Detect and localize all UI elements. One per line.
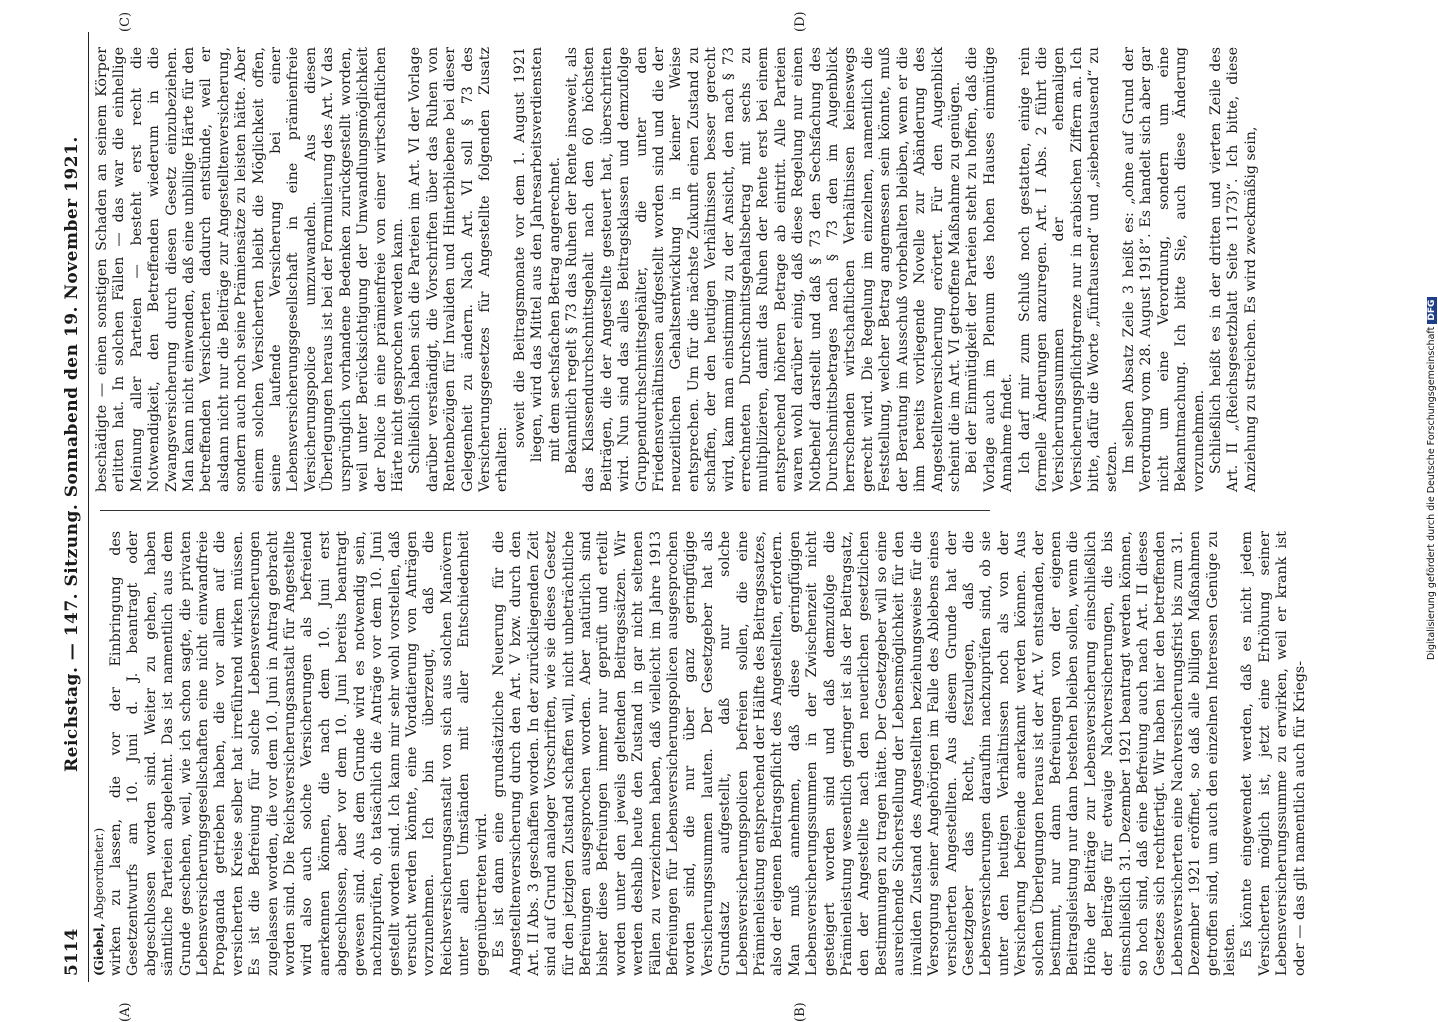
right-paragraph: beschädigte — einen sonstigen Schaden an seinem Körper erlitten hat. In solchen Fällen — das war die einhellige Meinung aller Parteien — besteht erst recht die Notwendigkeit, den Betreffenden wiederum in die Zwangsversicherung durch diesen Gesetz einzubeziehen. Man kann nicht einwenden, daß eine unbillige Härte für den betreffenden Versicherten dadurch entstünde, weil er alsdann nicht nur die Beiträge zur Angestelltenversicherung, sondern auch noch seine Prämiensätze zu leisten hätte. Aber einem solchen Versicherten bleibt die Möglichkeit offen, seine laufende Versicherung bei einer Lebensversicherungsgesellschaft in eine prämienfreie Versicherungspolice umzuwandeln. Aus diesen Überlegungen heraus ist bei der Formulierung des Art. V das ursprünglich vorhandene Bedenken zurückgestellt worden, weil unter Berücksichtigung der Umwandlungsmöglichkeit der Police in eine prämienfreie von einer wirtschaftlichen Härte nicht gesprochen werden kann. (94, 47, 406, 492)
right-paragraph: Schließlich heißt es in der dritten und vierten Zeile des Art. II „(Reichsgesetzblatt Seite 1173)“. Ich bitte, diese Anziehung zu streichen. Es wird zweckmäßig sein, (1208, 47, 1259, 492)
dfg-logo: DFG (1427, 297, 1437, 324)
left-paragraph: wirken zu lassen, die vor der Einbringung des Gesetzentwurfs am 10. Juni d. J. beantragt oder abgeschlossen worden sind. Weiter zu gehen, haben sämtliche Parteien abgelehnt. Das ist namentlich aus dem Grunde geschehen, weil, wie ich schon sagte, die privaten Lebensversicherungsgesellschaften eine nicht einwandfreie Propaganda getrieben haben, die vor allem auf die versicherten Kreise selber hat irreführend wirken müssen. Es ist die Befreiung für solche Lebensversicherungen zugelassen worden, die vor dem 10. Juni in Antrag gebracht worden sind. Die Reichsversicherungsanstalt für Angestellte wird also auch solche Versicherungen als befreiend anerkennen können, die nach dem 10. Juni erst abgeschlossen, aber vor dem 10. Juni bereits beantragt gewesen sind. Aus dem Grunde wird es notwendig sein, nachzuprüfen, ob tatsächlich die Anträge vor dem 10. Juni gestellt worden sind. Ich kann mir sehr wohl vorstellen, daß versucht werden könnte, eine Vordatierung von Anträgen vorzunehmen. Ich bin überzeugt, daß die Reichsversicherungsanstalt von sich aus solchen Manövern unter allen Umständen mit aller Entschiedenheit gegenübertreten wird. (108, 531, 490, 976)
left-paragraph: Es könnte eingewendet werden, daß es nicht jedem Versicherten möglich ist, jetzt eine Erhöhung seiner Lebensversicherungssumme zu erwirken, weil er krank ist oder — das gilt namentlich auch für Kriegs- (1239, 531, 1308, 976)
funding-note (1426, 10, 1438, 990)
right-paragraph: Ich darf mir zum Schluß noch gestatten, einige rein formelle Änderungen anzuregen. Art. I Abs. 2 führt die Versicherungssummen der ehemaligen Versicherungspflichtgrenze nur in arabischen Ziffern an. Ich bitte, dafür die Worte „fünftausend“ und „siebentausend“ zu setzen. (1016, 47, 1120, 492)
page-title: Reichstag. — 147. Sitzung. Sonnabend den 19. November 1921. (62, 136, 82, 772)
speaker-attribution (92, 828, 106, 976)
column-divider (100, 510, 990, 511)
margin-marker-d: (D) (793, 11, 808, 32)
right-paragraph: Bekanntlich regelt § 73 das Ruhen der Rente insoweit, als das Klassendurchschnittsgehalt nach den 60 höchsten Beiträgen, die der Angestellte gesteuert hat, überschritten wird. Nun sind das alles Beitragsklassen und demzufolge Gruppendurchschnittsgehälter, die unter den Friedensverhältnissen aufgestellt worden sind und die der neuzeitlichen Gehaltsentwicklung in keiner Weise entsprechen. Um für die nächste Zukunft einen Zustand zu schaffen, der den heutigen Verhältnissen besser gerecht wird, kam man einstimmig zu der Ansicht, den nach § 73 errechneten Durchschnittsgehaltsbetrag mit sechs zu multiplizieren, damit das Ruhen der Rente erst bei einem entsprechend höheren Betrage ab eintritt. Alle Parteien waren wohl darüber einig, daß diese Regelung nur einen Notbehelf darstellt und daß § 73 den Sechsfachung des Durchschnittsbetrages nach § 73 den im Augenblick herrschenden wirtschaftlichen Verhältnissen keineswegs gerecht wird. Die Regelung im einzelnen, namentlich die Feststellung, welcher Betrag angemessen sein könnte, muß der Beratung im Ausschuß vorbehalten bleiben, wenn er die ihm bereits vorliegende Novelle zur Abänderung des Angestelltenversicherung erörtert. Für den Augenblick scheint die im Art. VI getroffene Maßnahme zu genügen. (563, 47, 963, 492)
margin-marker-a: (A) (118, 1002, 133, 1022)
left-column (108, 531, 1308, 976)
page-header (58, 32, 89, 982)
right-column (94, 47, 1259, 492)
right-paragraph: Bei der Einmütigkeit der Parteien steht zu hoffen, daß die Vorlage auch im Plenum des hohen Hauses einmütige Annahme findet. (964, 47, 1016, 492)
speaker-role: Abgeordneter.) (92, 827, 106, 920)
right-paragraph: soweit die Beitragsmonate vor dem 1. August 1921 liegen, wird das Mittel aus den Jahresarbeitsverdiensten mit dem sechsfachen Betrag angerechnet. (511, 47, 563, 462)
left-paragraph: Es ist dann eine grundsätzliche Neuerung für die Angestelltenversicherung durch den Art. V bzw. durch den Art. II Abs. 3 geschaffen worden. In der zurückliegenden Zeit sind auf Grund analoger Vorschriften, wie sie dieses Gesetz für den jetzigen Zustand schaffen will, nicht unbeträchtliche Befreiungen ausgesprochen worden. Aber natürlich sind bisher diese Befreiungen immer nur geprüft und erteilt worden unter den jeweils geltenden Beitragssätzen. Wir werden deshalb heute den Zustand in gar nicht seltenen Fällen zu verzeichnen haben, daß vielleicht im Jahre 1913 Befreiungen für Lebensversicherungspolicen ausgesprochen worden sind, die nur über ganz geringfügige Versicherungssummen lauten. Der Gesetzgeber hat als Grundsatz aufgestellt, daß nur solche Lebensversicherungspolicen befreien sollen, die eine Prämienleistung entsprechend der Hälfte des Beitragssatzes, also der eigenen Beitragspflicht des Angestellten, erfordern. Man muß annehmen, daß diese geringfügigen Lebensversicherungssummen in der Zwischenzeit nicht gesteigert worden sind und daß demzufolge die Prämienleistung wesentlich geringer ist als der Beitragsatz, den der Angestellte nach den neuerlichen gesetzlichen Bestimmungen zu tragen hätte. Der Gesetzgeber will so eine ausreichende Sicherstellung der Lebensmöglichkeit für den invaliden Zustand des Angestellten beziehungsweise für die Versorgung seiner Angehörigen im Falle des Ablebens eines versicherten Angestellten. Aus diesem Grunde hat der Gesetzgeber das Recht, festzulegen, daß die Lebensversicherungen daraufhin nachzuprüfen sind, ob sie unter den heutigen Verhältnissen noch als von der Versicherung befreiende anerkannt werden können. Aus solchen Überlegungen heraus ist der Art. V entstanden, der bestimmt, nur dann Befreiungen von der eigenen Beitragsleistung nur dann bestehen bleiben sollen, wenn die Höhe der Beiträge zur Lebensversicherung einschließlich der Beiträge für etwaige Nachversicherungen, die bis einschließlich 31. Dezember 1921 beantragt werden können, so hoch sind, daß eine Befreiung auch nach Art. II dieses Gesetzes sich rechtfertigt. Wir haben hier den betreffenden Lebensversicherten eine Nachversicherungsfrist bis zum 31. Dezember 1921 eröffnet, so daß alle billigen Maßnahmen getroffen sind, um auch den einzelnen Interessen Genüge zu leisten. (490, 531, 1238, 976)
margin-marker-b: (B) (793, 1002, 808, 1022)
page-number: 5114 (62, 928, 82, 976)
funding-note-text: Digitalisierung gefördert durch die Deutsche Forschungsgemeinschaft (1426, 326, 1437, 660)
right-paragraph: Schließlich haben sich die Parteien im Art. VI der Vorlage darüber verständigt, die Vorschriften über das Ruhen von Rentenbezügen für Invaliden und Hinterbliebene bei dieser Gelegenheit zu ändern. Nach Art. VI soll § 73 des Versicherungsgesetzes für Angestellte folgenden Zusatz erhalten: (407, 47, 511, 492)
document-page (58, 11, 1398, 1022)
right-paragraph: Im selben Absatz Zeile 3 heißt es: „ohne auf Grund der Verordnung vom 28. August 1918“. Es handelt sich aber gar nicht um eine Verordnung, sondern um eine Bekanntmachung. Ich bitte Sie, auch diese Änderung vorzunehmen. (1120, 47, 1207, 492)
speaker-name: (Giebel, (92, 923, 106, 976)
margin-marker-c: (C) (118, 11, 133, 32)
